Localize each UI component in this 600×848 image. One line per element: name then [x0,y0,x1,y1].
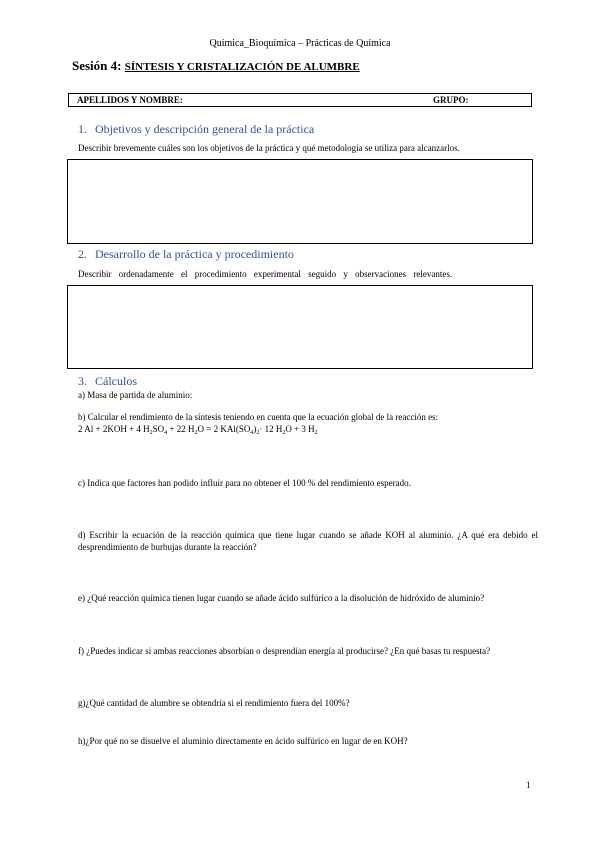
section-1-answer-box[interactable] [67,159,533,244]
section-3-heading [78,374,137,389]
section-2-answer-box[interactable] [67,285,533,369]
section-1-title: Objetivos y descripción general de la práctica [95,122,315,136]
name-label: APELLIDOS Y NOMBRE: [77,95,183,105]
group-label: GRUPO: [433,95,469,105]
section-1-number: 1. [78,122,87,136]
section-1-instruction: Describir brevemente cuáles son los objetivos de la práctica y qué metodología se utiliza para alcanzarlos. [78,143,460,153]
question-e: e) ¿Qué reacción química tienen lugar cuando se añade ácido sulfúrico a la disolución de hidróxido de aluminio? [78,593,485,603]
question-h: h)¿Por qué no se disuelve el aluminio directamente en ácido sulfúrico en lugar de en KOH? [78,736,408,746]
section-2-instruction: Describir ordenadamente el procedimiento experimental seguido y observaciones relevantes. [78,269,453,279]
reaction-equation: 2 Al + 2KOH + 4 $H_2SO_4 + 22$ $H_2O = 2$ $KAl(SO_4)_2\cdot 12$ $H_2O + 3$ $H_2$ [78,424,318,436]
running-header: Química_Bioquímica – Prácticas de Química [209,38,391,49]
session-title: SÍNTESIS Y CRISTALIZACIÓN DE ALUMBRE [124,61,360,73]
question-d: d) Escribir la ecuación de la reacción química que tiene lugar cuando se añade KOH al aluminio. ¿A qué era debido el desprendimiento de burbujas durante la reacción? [78,530,538,552]
section-2-number: 2. [78,247,87,261]
session-heading [72,58,360,74]
section-3-number: 3. [78,374,87,388]
section-2-title: Desarrollo de la práctica y procedimiento [95,247,294,261]
question-g: g)¿Qué cantidad de alumbre se obtendría si el rendimiento fuera del 100%? [78,698,350,708]
question-b: b) Calcular el rendimiento de la síntesis teniendo en cuenta que la ecuación global de la reacción es: [78,412,439,422]
question-c: c) Indica que factores han podido influir para no obtener el 100 % del rendimiento esperado. [78,478,411,488]
page-number: 1 [526,780,531,790]
section-3-title: Cálculos [95,374,137,388]
section-2-heading [78,247,294,262]
question-f: f) ¿Puedes indicar si ambas reacciones absorbían o desprendían energía al producirse? ¿En qué basas tu respuesta? [78,646,491,656]
section-1-heading [78,122,314,137]
name-group-box[interactable] [68,93,532,107]
session-prefix: Sesión 4: [72,58,122,73]
question-a: a) Masa de partida de aluminio: [78,390,193,400]
